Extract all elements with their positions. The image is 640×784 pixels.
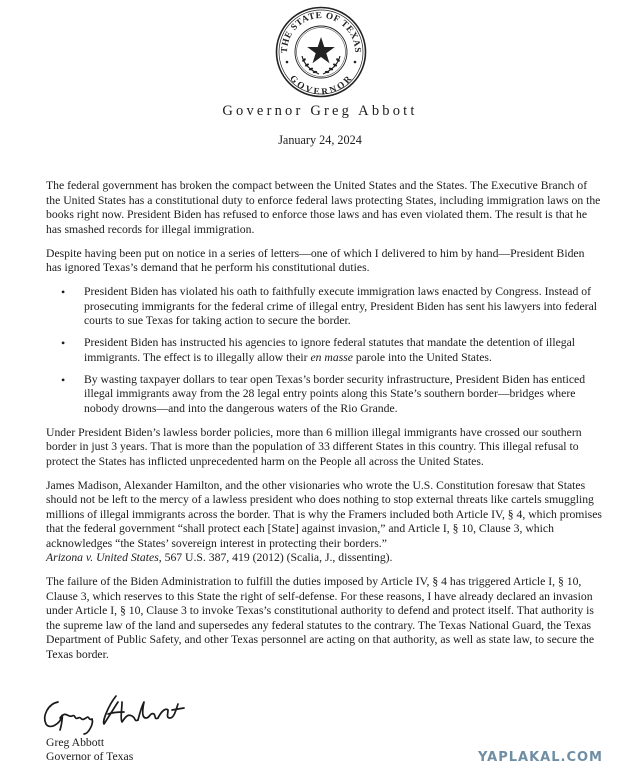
seal-top-text: THE STATE OF TEXAS — [278, 9, 364, 54]
star-icon — [307, 37, 335, 63]
bullet-detention-text: President Biden has instructed his agencies to ignore federal statutes that mandate the detention of illegal immigrants. The effect is to illegally allow their — [84, 336, 576, 364]
signer-name: Greg Abbott — [46, 736, 105, 749]
bullet-detention-text-end: parole into the United States. — [352, 350, 492, 364]
texas-governor-seal — [275, 6, 367, 98]
citation-case: Arizona v. United States — [46, 551, 159, 564]
handwritten-signature — [38, 688, 188, 736]
bullet-detention-emphasis: en masse — [310, 350, 353, 364]
letter-body — [46, 179, 602, 672]
paragraph-madison — [46, 479, 602, 566]
bullet-item-detention — [84, 336, 602, 365]
seal-bottom-text: GOVERNOR — [288, 73, 354, 97]
paragraph-compact: The federal government has broken the compact between the United States and the States. The Executive Branch of the United States has a constitutional duty to enforce federal laws protecting States, including immigration laws on the books right now. President Biden has refused to enforce those laws and has even violated them. The result is that he has smashed records for illegal immigration. — [46, 179, 601, 236]
citation-reference: , 567 U.S. 387, 419 (2012) (Scalia, J., dissenting). — [158, 551, 393, 564]
paragraph-border-policies: Under President Biden’s lawless border policies, more than 6 million illegal immigrants have crossed our southern border in just 3 years. That is more than the population of 33 different States in this country. This illegal refusal to protect the States has inflicted unprecedented harm on the People all across the United States. — [46, 425, 582, 468]
seal-icon — [275, 6, 367, 98]
watermark: YAPLAKAL.COM — [478, 750, 603, 765]
letter-date: January 24, 2024 — [278, 133, 362, 147]
bullet-item-oath: • President Biden has violated his oath to faithfully execute immigration laws enacted by Congress. Instead of prosecuting immigrants for the federal crime of illegal entry, President Biden has sent his lawyers into federal courts to sue Texas for taking action to secure the border. — [84, 285, 602, 329]
letter-heading: Governor Greg Abbott — [222, 103, 418, 119]
bullet-list — [46, 285, 602, 416]
paragraph-madison-text: James Madison, Alexander Hamilton, and the other visionaries who wrote the U.S. Constitution foresaw that States should not be left to the mercy of a lawless president who does nothing to stop external threats like cartels smuggling millions of illegal immigrants across the border. That is why the Framers included both Article IV, § 4, which promises that the federal government “shall protect each [State] against invasion,” and Article I, § 10, Clause 3, which acknowledges “the States’ sovereign interest in protecting their borders.” — [46, 478, 602, 550]
paragraph-notice: Despite having been put on notice in a series of letters—one of which I delivered to him by hand—President Biden has ignored Texas’s demand that he perform his constitutional duties. — [46, 246, 585, 274]
signer-title: Governor of Texas — [46, 750, 134, 763]
paragraph-failure: The failure of the Biden Administration to fulfill the duties imposed by Article IV, § 4 has triggered Article I, § 10, Clause 3, which reserves to this State the right of self-defense. For these reasons, I have already declared an invasion under Article I, § 10, Clause 3 to invoke Texas’s constitutional authority to defend and protect itself. That authority is the supreme law of the land and supersedes any federal statutes to the contrary. The Texas National Guard, the Texas Department of Public Safety, and other Texas personnel are acting on that authority, as well as state law, to secure the Texas border. — [46, 575, 595, 661]
bullet-item-infrastructure: • By wasting taxpayer dollars to tear open Texas’s border security infrastructure, President Biden has enticed illegal immigrants away from the 28 legal entry points along this State’s southern border—bridges where nobody drowns—and into the dangerous waters of the Rio Grande. — [84, 373, 602, 417]
